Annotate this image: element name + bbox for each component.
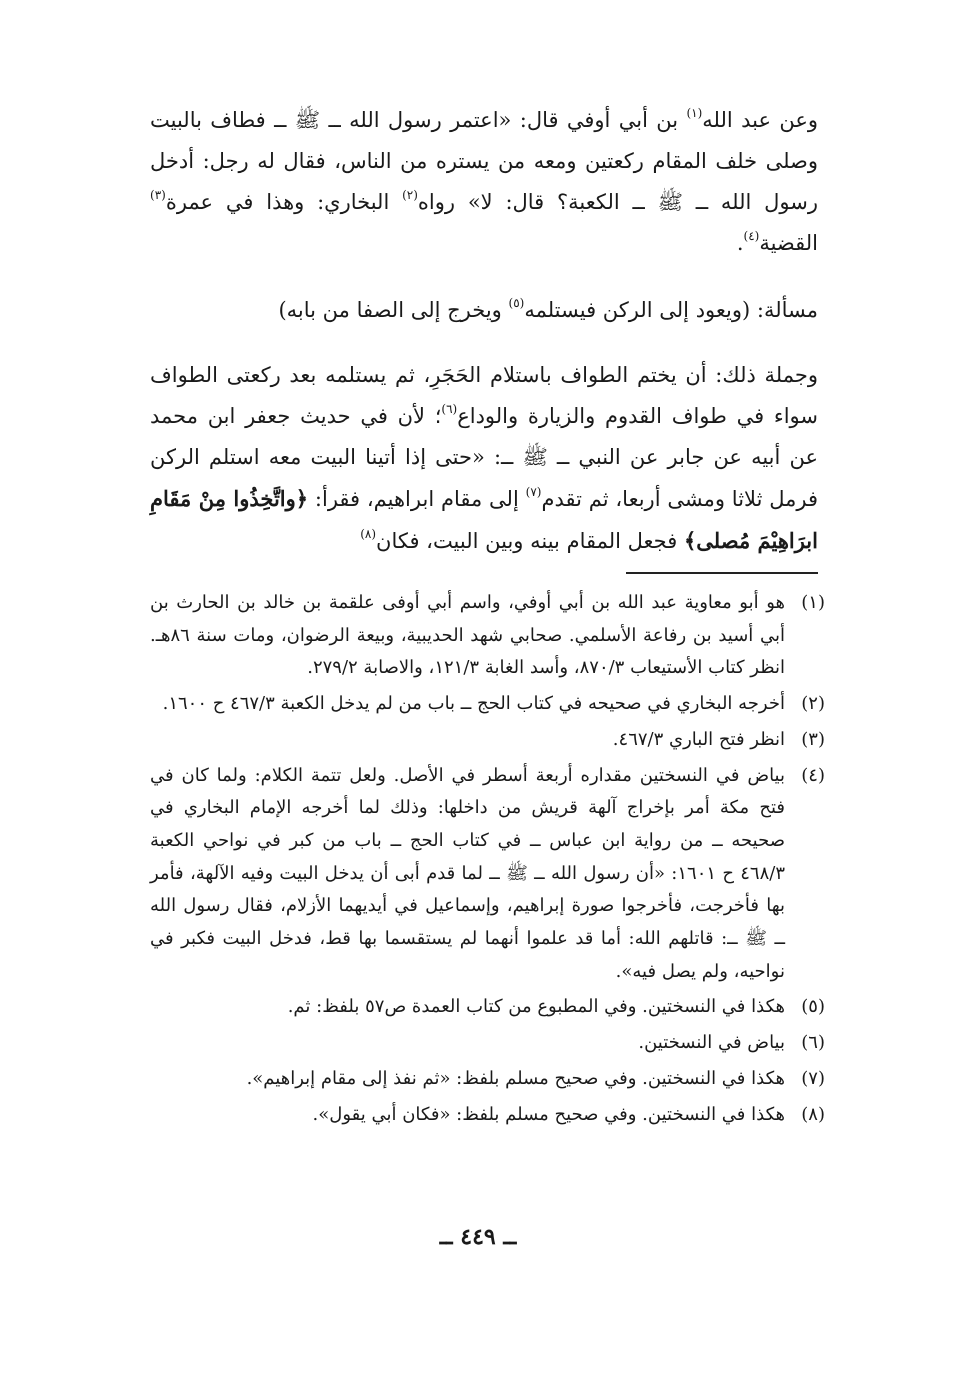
- footnote-ref[interactable]: (٣): [150, 188, 166, 202]
- text-run: إلى مقام ابراهيم، فقرأ:: [308, 487, 526, 511]
- footnote-separator: [626, 572, 818, 574]
- footnote-number: (٧): [801, 1067, 825, 1089]
- footnote: [150, 1099, 825, 1132]
- footnote-text: هكذا في النسختين. وفي صحيح مسلم بلفظ: «فكان أبي يقول».: [312, 1103, 785, 1125]
- footnote: [150, 587, 825, 685]
- footnote-ref[interactable]: (٢): [402, 188, 418, 202]
- footnote: [150, 1063, 825, 1096]
- footnote-number: (١): [801, 592, 825, 613]
- page-number: ــ ٤٤٩ ــ: [439, 1224, 517, 1250]
- footnote-number: (٤): [801, 764, 825, 786]
- footnote-text: أخرجه البخاري في صحيحه في كتاب الحج ــ باب من لم يدخل الكعبة ٤٦٧/٣ ح ١٦٠٠.: [162, 693, 785, 715]
- footnote-text: هكذا في النسختين. وفي صحيح مسلم بلفظ: «ثم نفذ إلى مقام إبراهيم».: [246, 1067, 785, 1089]
- footnote-ref[interactable]: (٤): [743, 229, 760, 243]
- footnote-ref[interactable]: (٦): [441, 402, 458, 416]
- footnote-ref[interactable]: (١): [686, 106, 703, 120]
- footnotes: [150, 587, 825, 1134]
- paragraph-explanation: [150, 355, 818, 562]
- main-text: [150, 100, 818, 562]
- footnote-number: (٨): [801, 1103, 825, 1125]
- footnote-number: (٢): [801, 693, 825, 715]
- paragraph-hadith: [150, 100, 818, 264]
- footnote: [150, 760, 825, 989]
- footnote-number: (٦): [801, 1032, 825, 1054]
- text-run: بن أبي أوفي قال: «اعتمر رسول الله ــ ﷺ ــ فطاف بالبيت وصلى خلف المقام ركعتين ومعه من يستره من الناس، فقال له رجل: أدخل رسول الله ــ ﷺ ــ الكعبة؟ قال: لا» رواه: [150, 108, 818, 214]
- footnote-number: (٥): [801, 996, 825, 1018]
- text-run: القضية: [759, 231, 818, 255]
- footnote: [150, 1027, 825, 1060]
- text-run: وعن عبد الله: [702, 108, 818, 132]
- text-run: البخاري: وهذا في عمرة: [165, 190, 403, 214]
- footnote-text: انظر فتح الباري ٤٦٧/٣.: [612, 728, 785, 750]
- footnote-ref[interactable]: (٨): [360, 527, 377, 541]
- footnote: [150, 991, 825, 1024]
- footnote-number: (٣): [801, 728, 825, 750]
- footnote-ref[interactable]: (٥): [508, 296, 525, 310]
- text-run: وجملة ذلك: أن يختم الطواف باستلام الحَجَرِ، ثم يستلمه بعد ركعتى الطواف سواء في طواف القدوم والزيارة والوداع: [150, 363, 819, 428]
- text-run: مسألة: (ويعود إلى الركن فيستلمه: [524, 298, 818, 322]
- text-run: ويخرج إلى الصفا من بابه): [278, 298, 509, 322]
- paragraph-masala: [150, 290, 818, 331]
- footnote-text: بياض في النسختين.: [638, 1032, 785, 1054]
- footnote-text: هو أبو معاوية عبد الله بن أبي أوفي، واسم أبي أوفى علقمة بن خالد بن الحارث بن أبي أسيد بن رفاعة الأسلمي. صحابي شهد الحديبية، وبيعة الرضوان، ومات سنة ٨٦هـ. انظر كتاب الأستيعاب ٨٧٠/٣، وأسد الغابة ١٢١/٣، والاصابة ٢٧٩/٢.: [150, 592, 785, 679]
- footnote: [150, 724, 825, 757]
- footnote-ref[interactable]: (٧): [525, 485, 542, 499]
- footnote-text: هكذا في النسختين. وفي المطبوع من كتاب العمدة ص٥٧ بلفظ: ثم.: [287, 996, 785, 1018]
- footnote: [150, 688, 825, 721]
- footnote-text: بياض في النسختين مقداره أربعة أسطر في الأصل. ولعل تتمة الكلام: ولما كان في فتح مكة أمر بإخراج آلهة قريش من داخلها: وذلك لما أخرجه الإمام البخاري في صحيحه ــ من رواية ابن عباس ــ في كتاب الحج ــ باب من كبر في نواحي الكعبة ٤٦٨/٣ ح ١٦٠١: «أن رسول الله ــ ﷺ ــ لما قدم أبى أن يدخل البيت وفيه الآلهة، فأمر بها فأخرجت، فأخرجوا صورة إبراهيم، وإسماعيل في أيديهما الأزلام، فقال رسول الله ــ ﷺ ــ: قاتلهم الله: أما قد علموا أنهما لم يستقسما بها قط، فدخل البيت فكبر في نواحيه، ولم يصل فيه».: [150, 764, 786, 982]
- text-run: ؛ لأن في حديث جعفر ابن محمد عن أبيه عن جابر عن النبي ــ ﷺ ــ: «حتى إذا أتينا البيت معه استلم الركن فرمل ثلاثا ومشى أربعا، ثم تقدم: [150, 404, 819, 511]
- text-run: فجعل المقام بينه وبين البيت، فكان: [376, 529, 684, 553]
- quran-verse: ﴿واتَّخِذُوا مِنْ مَقَامِ ابرَاهِيْمَ مُصلى﴾: [150, 486, 818, 553]
- text-run: .: [736, 231, 744, 255]
